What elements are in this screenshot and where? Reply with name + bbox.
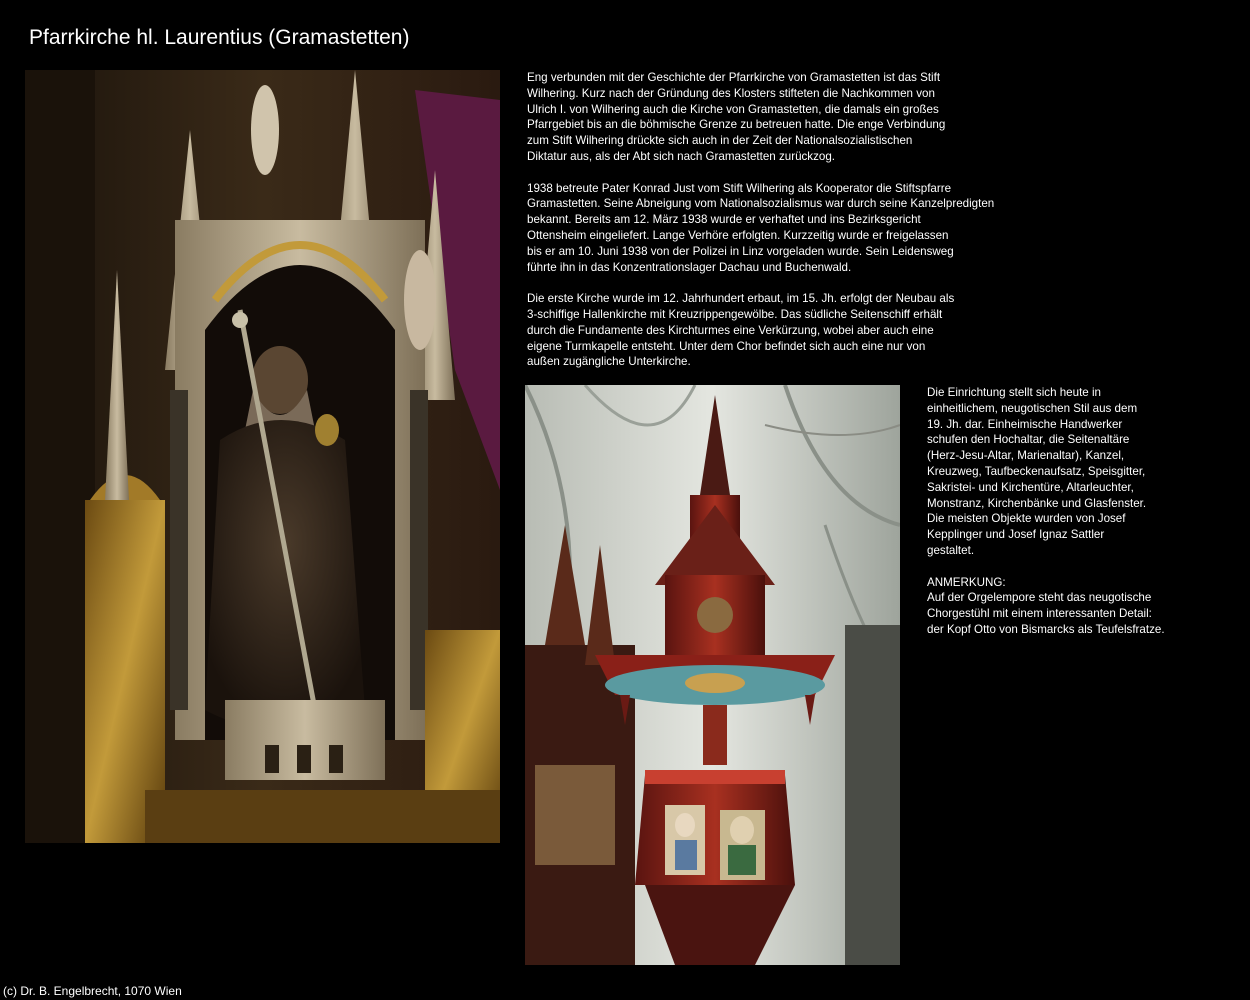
history-text <box>527 70 1027 386</box>
history-paragraph-1: Eng verbunden mit der Geschichte der Pfarrkirche von Gramastetten ist das Stift Wilhering. Kurz nach der Gründung des Klosters stifteten die Nachkommen von Ulrich I. von Wilhering auch die Kirche von Gramastetten, die damals ein großes Pfarrgebiet bis an die böhmische Grenze zu betreuen hatte. Die enge Verbindung zum Stift Wilhering drückte sich auch in der Zeit der Nationalsozialistischen Diktatur aus, als der Abt sich nach Gramastetten zurückzog. <box>527 71 946 163</box>
page-title: Pfarrkirche hl. Laurentius (Gramastetten) <box>29 26 410 49</box>
altar-statue-photo <box>25 70 500 843</box>
copyright-footer: (c) Dr. B. Engelbrecht, 1070 Wien <box>3 984 182 998</box>
note-paragraph: ANMERKUNG: Auf der Orgelempore steht das neugotische Chorgestühl mit einem interessanten Detail: der Kopf Otto von Bismarcks als Teufelsfratze. <box>927 575 1165 636</box>
pulpit-photo <box>525 385 900 965</box>
history-paragraph-3: Die erste Kirche wurde im 12. Jahrhundert erbaut, im 15. Jh. erfolgt der Neubau als 3-schiffige Hallenkirche mit Kreuzrippengewölbe. Das südliche Seitenschiff erhält durch die Fundamente des Kirchturmes eine Verkürzung, wobei aber auch eine eigene Turmkapelle entsteht. Unter dem Chor befindet sich auch eine nur von außen zugängliche Unterkirche. <box>527 292 955 369</box>
history-paragraph-2: 1938 betreute Pater Konrad Just vom Stift Wilhering als Kooperator die Stiftspfarre Gramastetten. Seine Abneigung vom Nationalsozialismus war durch seine Kanzelpredigten bekannt. Bereits am 12. März 1938 wurde er verhaftet und ins Bezirksgericht Ottensheim eingeliefert. Lange Verhöre erfolgten. Kurzzeitig wurde er freigelassen bis er am 10. Juni 1938 von der Polizei in Linz vorgeladen wurde. Sein Leidensweg führte ihn in das Konzentrationslager Dachau und Buchenwald. <box>527 181 995 274</box>
furnishing-text <box>927 385 1227 654</box>
furnishing-paragraph: Die Einrichtung stellt sich heute in einheitlichem, neugotischen Stil aus dem 19. Jh. dar. Einheimische Handwerker schufen den Hochaltar, die Seitenaltäre (Herz-Jesu-Altar, Marienaltar), Kanzel, Kreuzweg, Taufbeckenaufsatz, Speisgitter, Sakristei- und Kirchentüre, Altarleuchter, Monstranz, Kirchenbänke und Glasfenster. Die meisten Objekte wurden von Josef Kepplinger und Josef Ignaz Sattler gestaltet. <box>927 386 1147 557</box>
